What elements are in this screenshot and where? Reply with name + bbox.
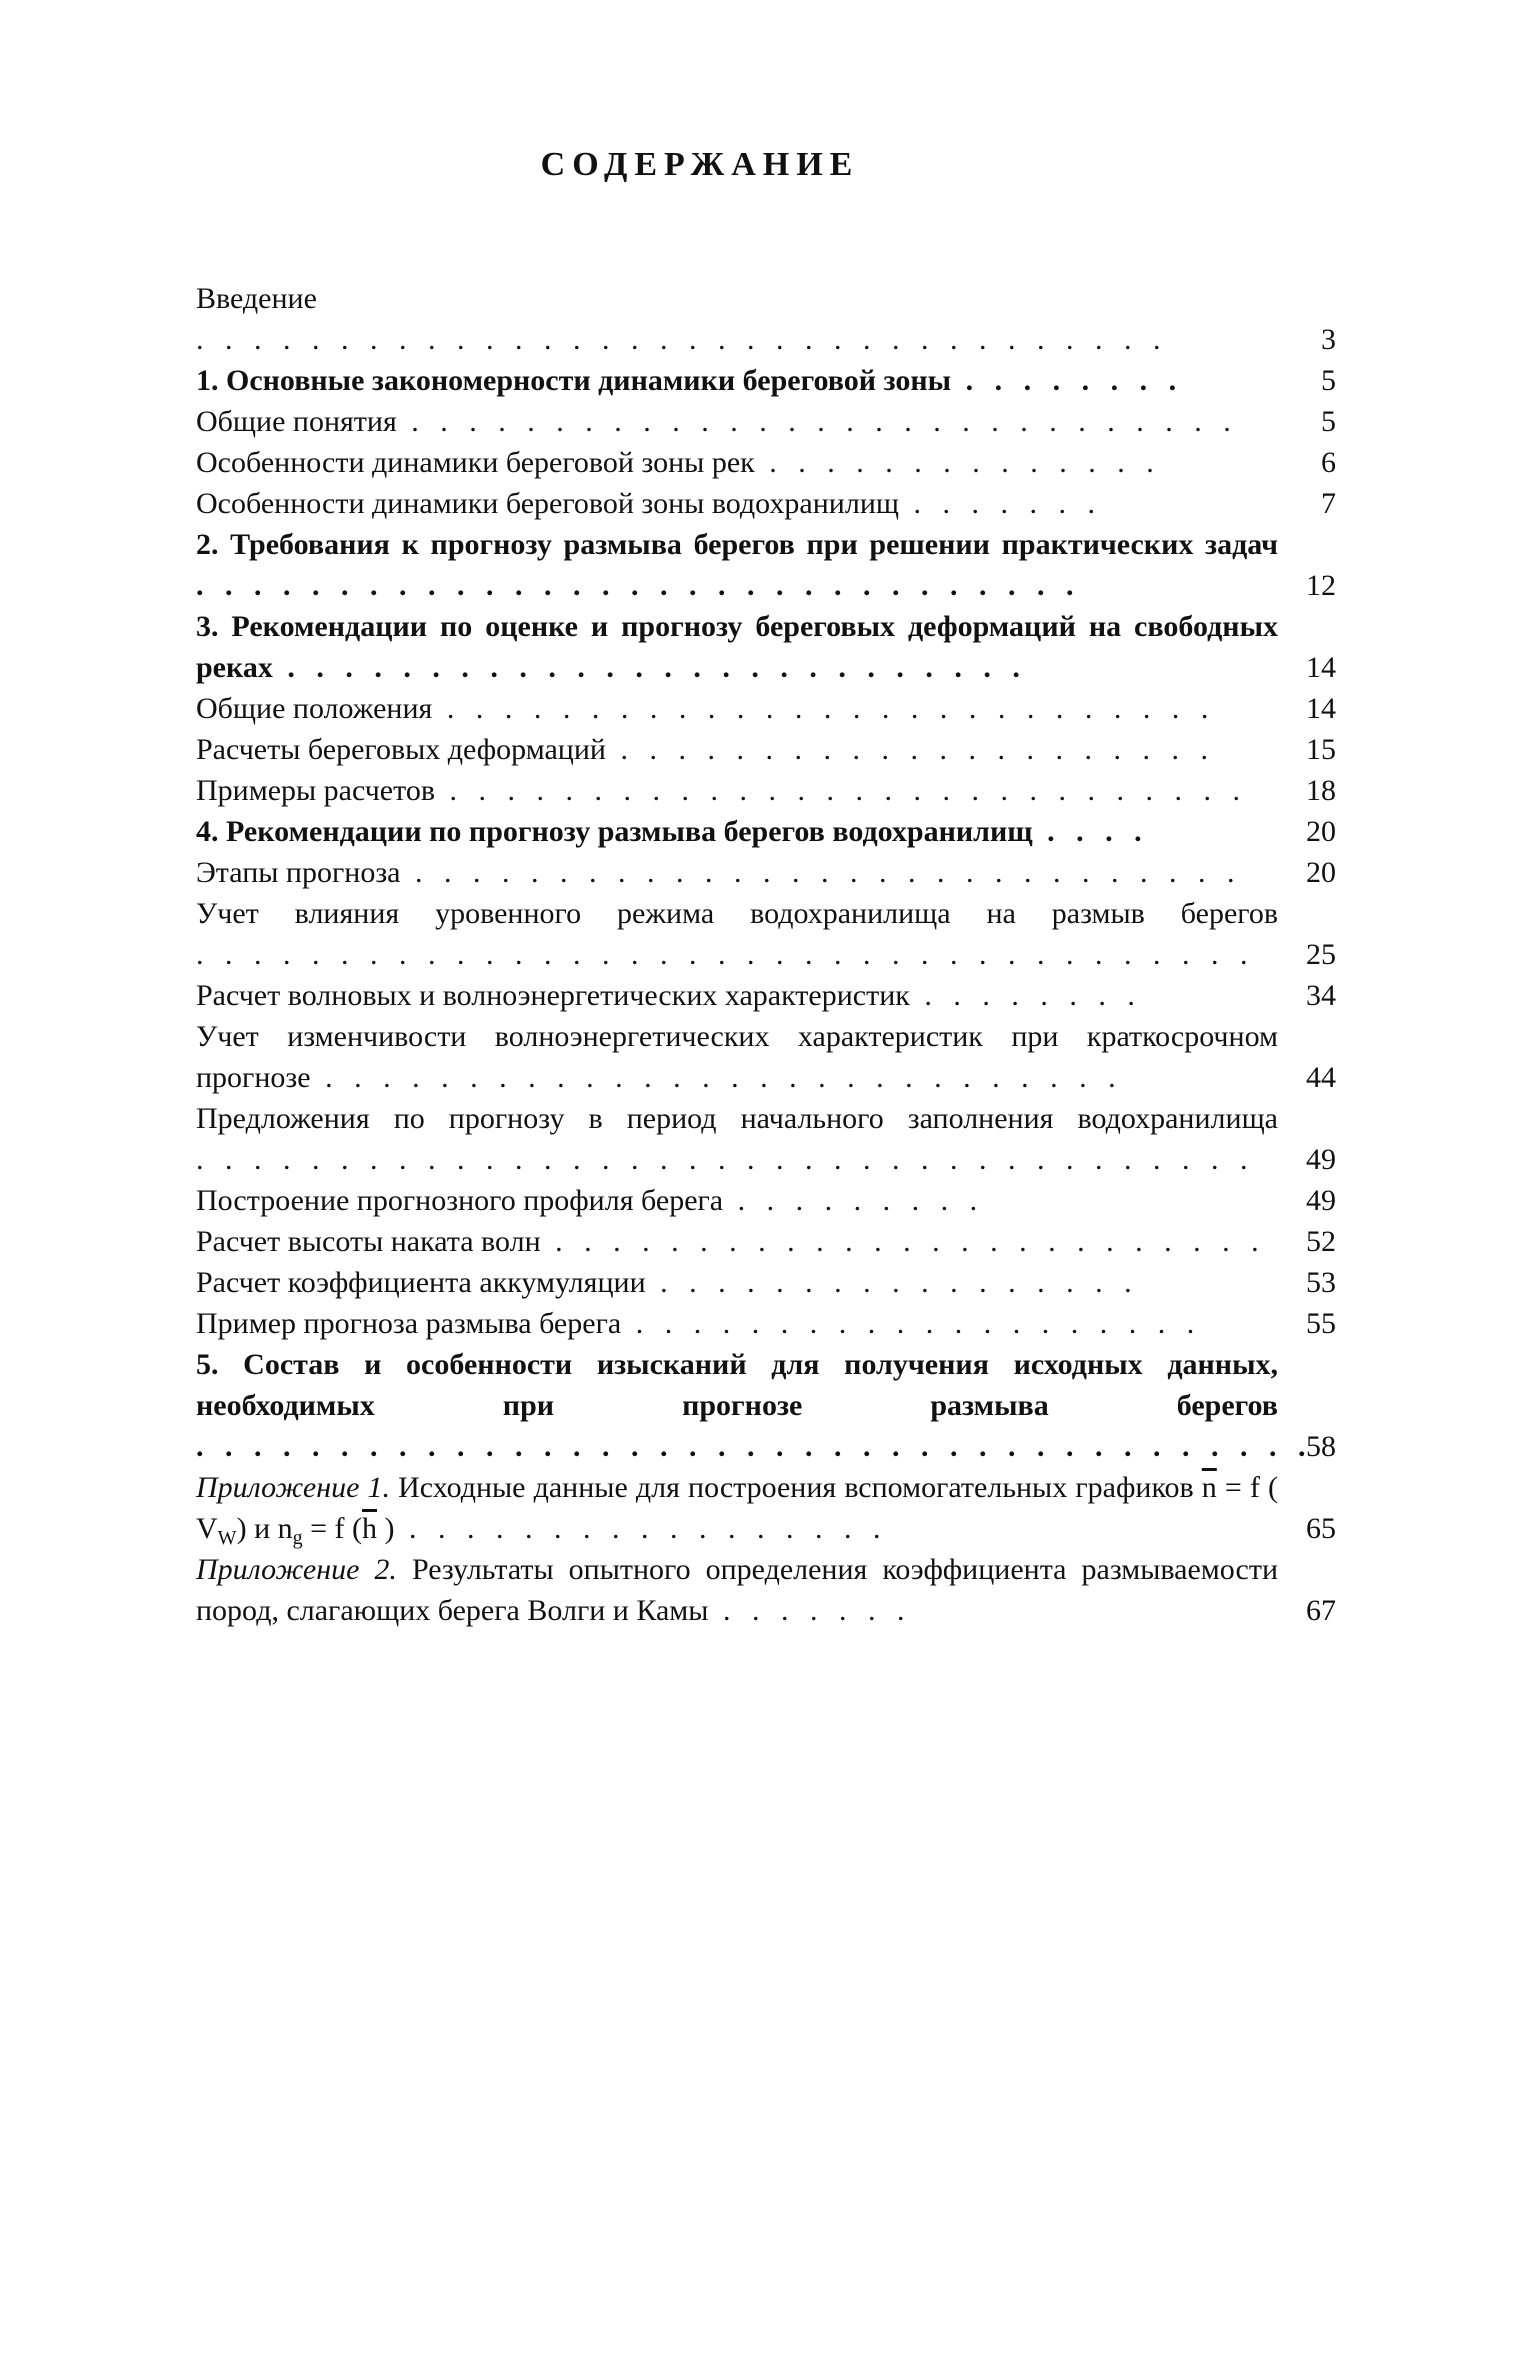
toc-entry-text: 1. Основные закономерности динамики береговой зоны . . . . . . . . <box>196 364 1184 397</box>
toc-entry-text: 2. Требования к прогнозу размыва берегов при решении практических задач . . . . . . . . . . . . . . . . . . . . . . . . . . . . . . . <box>196 528 1278 602</box>
toc-page-number: 14 <box>1306 651 1336 684</box>
toc-page-number: 65 <box>1306 1512 1336 1545</box>
toc-entry-text: Построение прогнозного профиля берега . . . . . . . . . <box>196 1184 985 1217</box>
toc-entry-introduction <box>196 278 1336 360</box>
toc-entry-text: Этапы прогноза . . . . . . . . . . . . . . . . . . . . . . . . . . . . . <box>196 856 1242 889</box>
toc-entry-accumulation-coefficient <box>196 1262 1336 1303</box>
toc-entry-chapter-1 <box>196 360 1336 401</box>
toc-page-number: 67 <box>1306 1594 1336 1627</box>
toc-page-number: 58 <box>1306 1430 1336 1463</box>
toc-entry-text: Учет влияния уровенного режима водохранилища на размыв берегов . . . . . . . . . . . . . . . . . . . . . . . . . . . . . . . . . . . . . <box>196 897 1278 971</box>
toc-entry-level-regime <box>196 893 1336 975</box>
toc-entry-chapter-2 <box>196 524 1336 606</box>
appendix-label: Приложение 2. <box>196 1553 397 1586</box>
toc-page-number: 53 <box>1306 1266 1336 1299</box>
toc-entry-general-provisions <box>196 688 1336 729</box>
toc-entry-text: Предложения по прогнозу в период начального заполнения водохранилища . . . . . . . . . . . . . . . . . . . . . . . . . . . . . . . . . . . . . <box>196 1102 1278 1176</box>
page-title: СОДЕРЖАНИЕ <box>540 146 860 183</box>
toc-entry-appendix-1 <box>196 1467 1336 1549</box>
toc-entry-initial-filling <box>196 1098 1336 1180</box>
toc-page-number: 7 <box>1321 487 1336 520</box>
toc-entry-text: Приложение 2. Результаты опытного определения коэффициента размываемости пород, слагающих берега Волги и Камы . . . . . . . <box>196 1553 1279 1627</box>
table-of-contents <box>196 278 1336 1631</box>
toc-entry-chapter-3 <box>196 606 1336 688</box>
toc-entry-text: Общие положения . . . . . . . . . . . . . . . . . . . . . . . . . . . <box>196 692 1216 725</box>
toc-entry-appendix-2 <box>196 1549 1336 1631</box>
toc-entry-text: Учет изменчивости волноэнергетических характеристик при краткосрочном прогнозе . . . . . . . . . . . . . . . . . . . . . . . . . . . . <box>196 1020 1278 1094</box>
toc-entry-text: Расчеты береговых деформаций . . . . . . . . . . . . . . . . . . . . . <box>196 733 1215 766</box>
toc-entry-general-concepts <box>196 401 1336 442</box>
toc-entry-chapter-5 <box>196 1344 1336 1467</box>
toc-page-number: 55 <box>1306 1307 1336 1340</box>
toc-entry-erosion-forecast-example <box>196 1303 1336 1344</box>
toc-page-number: 52 <box>1306 1225 1336 1258</box>
toc-entry-chapter-4 <box>196 811 1336 852</box>
toc-entry-text: Расчет коэффициента аккумуляции . . . . . . . . . . . . . . . . . <box>196 1266 1139 1299</box>
toc-entry-text: Пример прогноза размыва берега . . . . . . . . . . . . . . . . . . . . <box>196 1307 1202 1340</box>
toc-page-number: 25 <box>1306 938 1336 971</box>
toc-entry-forecast-profile <box>196 1180 1336 1221</box>
toc-entry-text: Введение . . . . . . . . . . . . . . . . . . . . . . . . . . . . . . . . . . <box>196 282 1168 356</box>
appendix-label: Приложение 1. <box>196 1471 390 1504</box>
toc-entry-text: 3. Рекомендации по оценке и прогнозу береговых деформаций на свободных реках . . . . . . . . . . . . . . . . . . . . . . . . . . <box>196 610 1278 684</box>
toc-entry-text: Особенности динамики береговой зоны рек . . . . . . . . . . . . . . <box>196 446 1161 479</box>
toc-page-number: 3 <box>1321 323 1336 356</box>
toc-entry-text: Расчет волновых и волноэнергетических характеристик . . . . . . . . <box>196 979 1142 1012</box>
toc-page-number: 5 <box>1321 364 1336 397</box>
toc-page-number: 6 <box>1321 446 1336 479</box>
toc-page-number: 15 <box>1306 733 1336 766</box>
toc-page-number: 14 <box>1306 692 1336 725</box>
toc-page-number: 49 <box>1306 1184 1336 1217</box>
toc-page-number: 5 <box>1321 405 1336 438</box>
toc-entry-text: Особенности динамики береговой зоны водохранилищ . . . . . . . <box>196 487 1102 520</box>
toc-entry-text: 5. Состав и особенности изысканий для получения исходных данных, необходимых при прогнозе размыва берегов . . . . . . . . . . . . . . . . . . . . . . . . . . . . . . . . . . . . . . . <box>196 1348 1313 1463</box>
toc-page-number: 20 <box>1306 856 1336 889</box>
toc-entry-text: Расчет высоты наката волн . . . . . . . . . . . . . . . . . . . . . . . . . <box>196 1225 1266 1258</box>
toc-page-number: 18 <box>1306 774 1336 807</box>
toc-entry-text: Примеры расчетов . . . . . . . . . . . . . . . . . . . . . . . . . . . . <box>196 774 1247 807</box>
toc-entry-deformation-calculations <box>196 729 1336 770</box>
toc-entry-wave-runup <box>196 1221 1336 1262</box>
toc-entry-forecast-stages <box>196 852 1336 893</box>
toc-entry-wave-characteristics <box>196 975 1336 1016</box>
toc-entry-text: 4. Рекомендации по прогнозу размыва берегов водохранилищ . . . . <box>196 815 1149 848</box>
toc-entry-rivers <box>196 442 1336 483</box>
toc-entry-text: Приложение 1. Исходные данные для построения вспомогательных графиков $\overline{n} = f$ ( $V_W$) и $n_g = f$ ($\overline{h}$ ) . . . . . . . . . . . . . . . . . <box>196 1471 1279 1549</box>
toc-entry-text: Общие понятия . . . . . . . . . . . . . . . . . . . . . . . . . . . . . <box>196 405 1238 438</box>
toc-entry-calculation-examples <box>196 770 1336 811</box>
toc-page-number: 34 <box>1306 979 1336 1012</box>
toc-entry-short-term-forecast <box>196 1016 1336 1098</box>
toc-page-number: 44 <box>1306 1061 1336 1094</box>
toc-entry-reservoirs <box>196 483 1336 524</box>
toc-page-number: 20 <box>1306 815 1336 848</box>
toc-page-number: 12 <box>1306 569 1336 602</box>
toc-page-number: 49 <box>1306 1143 1336 1176</box>
formula-ng-of-h: $n_g = f$ ($\overline{h}$ ) <box>277 1512 395 1549</box>
formula-n-of-vw: $\overline{n} = f$ ( $V_W$) <box>196 1471 1279 1549</box>
